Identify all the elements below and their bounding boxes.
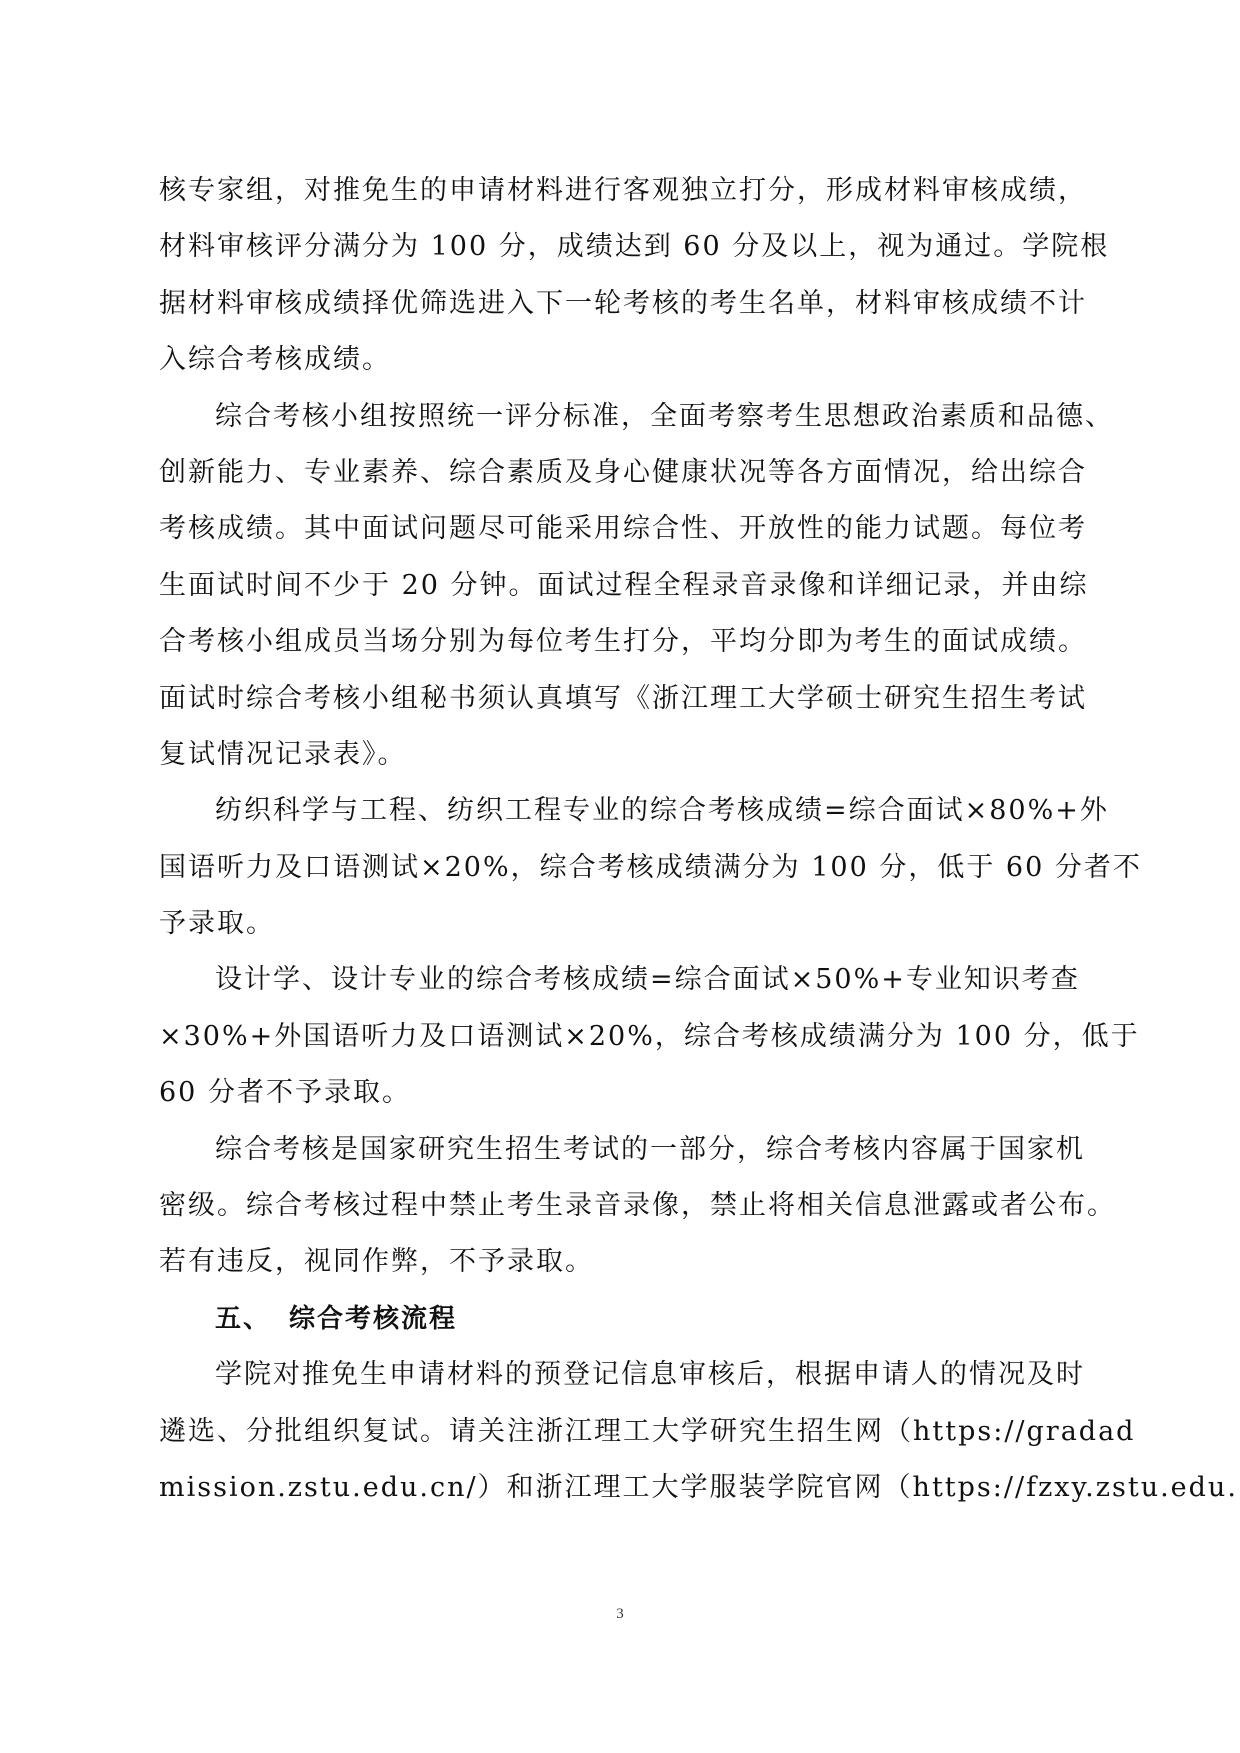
text-line: 60 分者不予录取。 bbox=[159, 1077, 411, 1109]
text-line: ×30%+外国语听力及口语测试×20%，综合考核成绩满分为 100 分，低于 bbox=[159, 1020, 1140, 1052]
page-number: 3 bbox=[616, 1606, 624, 1622]
text-line: 核专家组，对推免生的申请材料进行客观独立打分，形成材料审核成绩， bbox=[159, 175, 1087, 206]
document-body bbox=[159, 163, 1238, 1516]
text-line: mission.zstu.edu.cn/）和浙江理工大学服装学院官网（https://fzxy.zstu.edu. bbox=[159, 1471, 1238, 1503]
section-heading bbox=[159, 1291, 1075, 1347]
section-number: 五、 bbox=[215, 1303, 272, 1334]
text-line: 考核成绩。其中面试问题尽可能采用综合性、开放性的能力试题。每位考 bbox=[159, 513, 1087, 545]
text-line: 生面试时间不少于 20 分钟。面试过程全程录音录像和详细记录，并由综 bbox=[159, 569, 1089, 601]
text-line: 合考核小组成员当场分别为每位考生打分，平均分即为考生的面试成绩。 bbox=[159, 626, 1087, 658]
text-line: 入综合考核成绩。 bbox=[159, 344, 391, 376]
text-line: 予录取。 bbox=[159, 908, 275, 940]
text-line: 纺织科学与工程、纺织工程专业的综合考核成绩=综合面试×80%+外 bbox=[215, 795, 1109, 827]
text-line: 密级。综合考核过程中禁止考生录音录像，禁止将相关信息泄露或者公布。 bbox=[159, 1190, 1116, 1222]
text-line: 遴选、分批组织复试。请关注浙江理工大学研究生招生网（https://gradad bbox=[159, 1415, 1136, 1447]
text-line: 创新能力、专业素养、综合素质及身心健康状况等各方面情况，给出综合 bbox=[159, 456, 1087, 488]
section-title: 综合考核流程 bbox=[289, 1303, 458, 1334]
text-line: 国语听力及口语测试×20%，综合考核成绩满分为 100 分，低于 60 分者不 bbox=[159, 851, 1142, 883]
text-line: 学院对推免生申请材料的预登记信息审核后，根据申请人的情况及时 bbox=[215, 1359, 1085, 1391]
text-line: 综合考核是国家研究生招生考试的一部分，综合考核内容属于国家机 bbox=[215, 1133, 1085, 1165]
text-line: 设计学、设计专业的综合考核成绩=综合面试×50%+专业知识考查 bbox=[215, 964, 1080, 996]
text-line: 材料审核评分满分为 100 分，成绩达到 60 分及以上，视为通过。学院根 bbox=[159, 231, 1110, 263]
text-line: 据材料审核成绩择优筛选进入下一轮考核的考生名单，材料审核成绩不计 bbox=[159, 287, 1087, 319]
text-line: 复试情况记录表》。 bbox=[159, 738, 407, 770]
text-line: 综合考核小组按照统一评分标准，全面考察考生思想政治素质和品德、 bbox=[215, 400, 1114, 432]
text-line: 面试时综合考核小组秘书须认真填写《浙江理工大学硕士研究生招生考试 bbox=[159, 682, 1087, 714]
text-line: 若有违反，视同作弊，不予录取。 bbox=[159, 1246, 594, 1278]
